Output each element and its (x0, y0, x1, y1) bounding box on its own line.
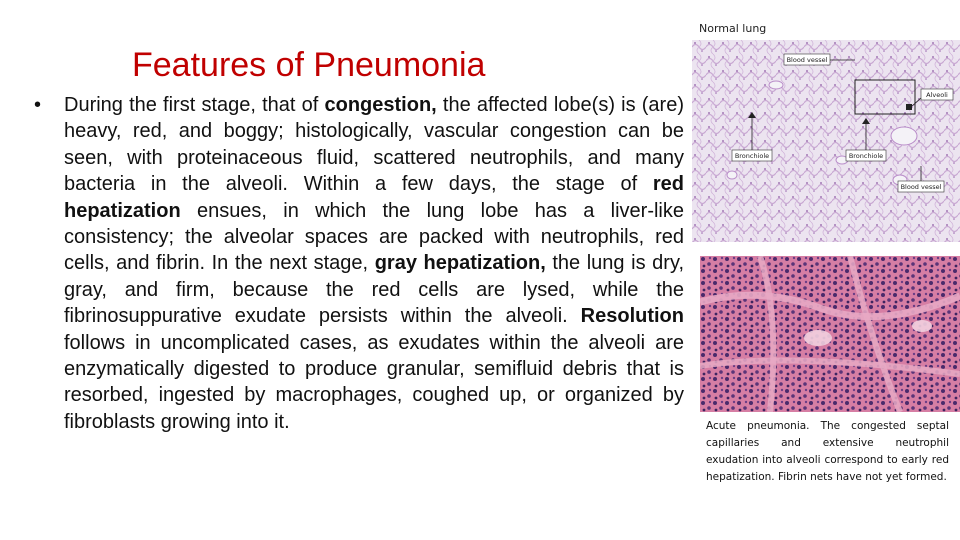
text-segment: the affected lobe(s) is (are) heavy, red, and boggy; histologically, vascular congestion can be seen, with proteinaceous fluid, scattered neutrophils, and many bacteria in the alveoli. Within a few days, the stage of (64, 94, 684, 196)
bullet-paragraph (64, 92, 684, 435)
text-segment: During the first stage, that of (64, 94, 325, 116)
term-red-hepatization: red hepatization (64, 173, 684, 222)
text-segment: follows in uncomplicated cases, as exudates within the alveoli are enzymatically digested to produce granular, semifluid debris that is resorbed, ingested by macrophages, coughed up, or organized by fibroblasts growing into it. (64, 331, 684, 433)
tag-alveoli: Alveoli (926, 91, 948, 99)
text-segment: the lung is dry, gray, and firm, because the red cells are lysed, while the fibrinosuppurative exudate persists within the alveoli. (64, 252, 685, 328)
tag-bronchiole-left: Bronchiole (734, 152, 770, 160)
term-resolution: Resolution (580, 305, 684, 328)
normal-lung-micrograph (692, 40, 960, 242)
tag-blood-vessel-top: Blood vessel (786, 56, 828, 64)
acute-pneumonia-micrograph (700, 256, 960, 412)
term-gray-hepatization: gray hepatization, (374, 252, 546, 275)
pneumonia-caption: Acute pneumonia. The congested septal capillaries and extensive neutrophil exudation into alveoli correspond to early red hepatization. Fibrin nets have not yet formed. (706, 420, 949, 483)
bullet-item (34, 92, 684, 435)
bullet-marker: • (34, 94, 42, 116)
text-segment: ensues, in which the lung lobe has a liver-like consistency; the alveolar spaces are packed with neutrophils, red cells, and fibrin. In the next stage, (64, 199, 684, 275)
term-congestion: congestion, (324, 94, 437, 116)
tag-blood-vessel-bottom: Blood vessel (900, 183, 942, 191)
tag-bronchiole-right: Bronchiole (848, 152, 884, 160)
normal-lung-label: Normal lung (699, 22, 767, 35)
slide-title: Features of Pneumonia (132, 46, 486, 84)
body-text (34, 92, 684, 435)
